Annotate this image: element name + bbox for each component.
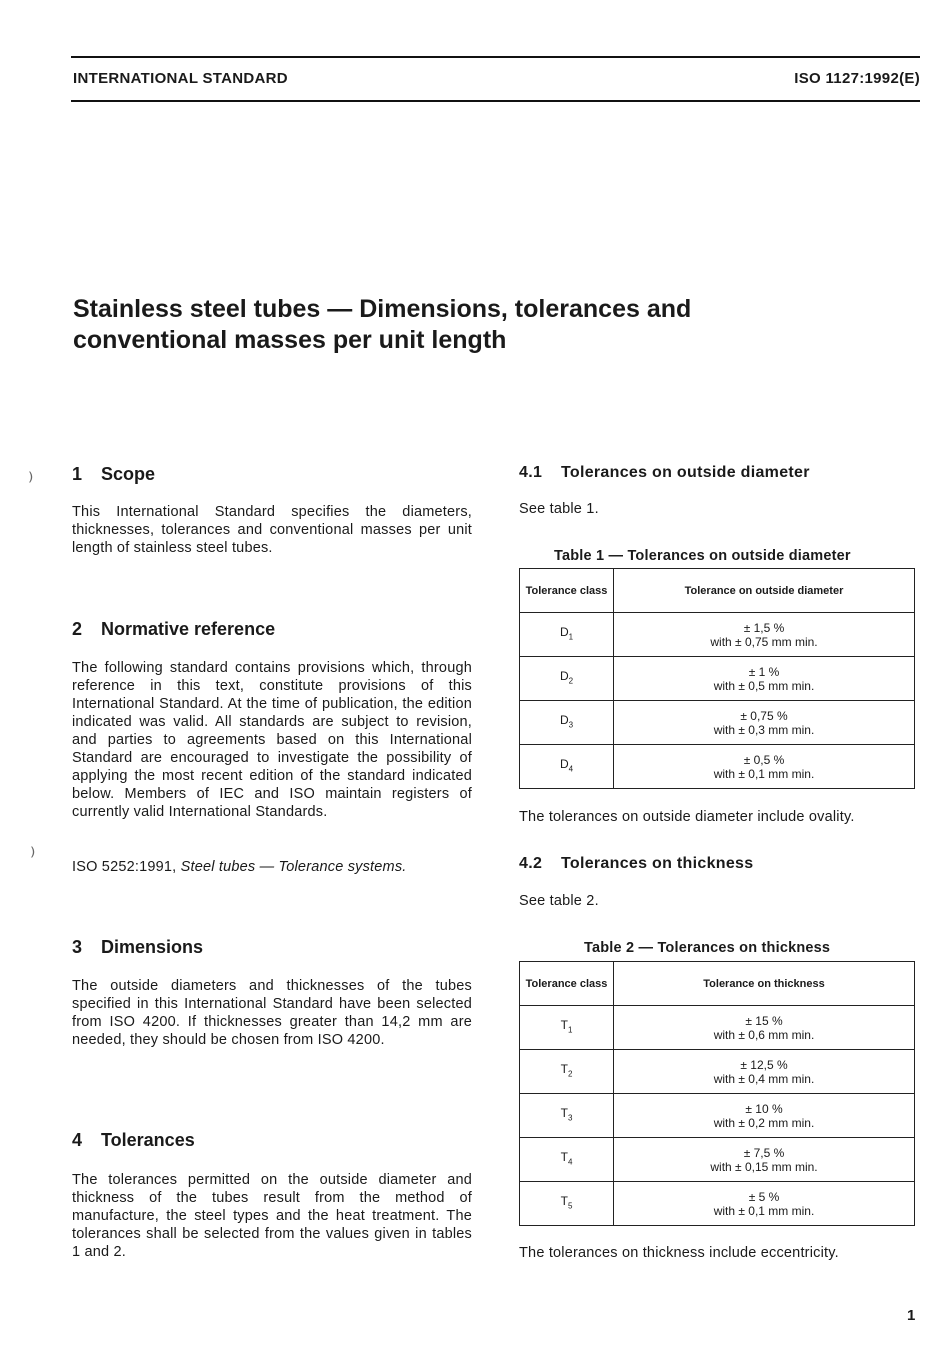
tolerance-value-cell: ± 1 % with ± 0,5 mm min. [614,657,915,701]
section-heading-normative-reference [72,619,275,640]
tolerance-class-cell: $T_4$ [520,1138,614,1182]
section-heading-tolerances [72,1130,195,1151]
tolerance-class-cell: $T_3$ [520,1094,614,1138]
tolerance-value-cell: ± 5 % with ± 0,1 mm min. [614,1182,915,1226]
subsection-title: Tolerances on outside diameter [561,464,810,481]
table-row [520,745,915,789]
section-heading-scope [72,464,155,485]
subsection-heading-thickness [519,855,753,873]
tolerance-class-cell: $D_4$ [520,745,614,789]
tolerance-class-cell: $T_5$ [520,1182,614,1226]
section-number: 4 [72,1130,83,1150]
tolerance-value-cell: ± 15 % with ± 0,6 mm min. [614,1006,915,1050]
tolerance-class-cell: $D_1$ [520,613,614,657]
normative-reference-paragraph: The following standard contains provisions which, through reference in this text, constitute provisions of this International Standard. At the time of publication, the edition indicated was valid. All standards are subject to revision, and parties to agreements based on this International Standard are encouraged to investigate the possibility of applying the most recent edition of the standard indicated below. Members of IEC and ISO maintain registers of currently valid International Standards. [72,660,472,820]
dimensions-paragraph: The outside diameters and thicknesses of the tubes specified in this International Standard have been selected from ISO 4200. If thicknesses greater than 14,2 mm are needed, they should be chosen from ISO 4200. [72,978,472,1048]
citation-title: Steel tubes — Tolerance systems. [180,859,407,875]
table-2-caption: Table 2 — Tolerances on thickness [584,940,831,956]
table-header-class: Tolerance class [520,962,614,1006]
margin-punch-mark: ⁾ [28,468,34,493]
table-1-caption: Table 1 — Tolerances on outside diameter [554,548,851,564]
see-table-1: See table 1. [519,501,599,517]
table-header-value: Tolerance on thickness [614,962,915,1006]
tolerance-value-cell: ± 7,5 % with ± 0,15 mm min. [614,1138,915,1182]
section-title: Tolerances [101,1130,195,1150]
tolerance-value-cell: ± 0,5 % with ± 0,1 mm min. [614,745,915,789]
section-number: 1 [72,464,83,484]
section-heading-dimensions [72,937,203,958]
table-row [520,613,915,657]
table-1-body [520,613,915,789]
subsection-title: Tolerances on thickness [561,855,754,872]
tolerance-class-cell: $D_2$ [520,657,614,701]
citation-code: ISO 5252:1991, [72,859,181,875]
tolerance-class-cell: $T_1$ [520,1006,614,1050]
tolerance-value-cell: ± 12,5 % with ± 0,4 mm min. [614,1050,915,1094]
tolerance-class-cell: $T_2$ [520,1050,614,1094]
table-header-class: Tolerance class [520,569,614,613]
subsection-heading-outside-diameter [519,464,810,482]
scope-paragraph: This International Standard specifies the diameters, thicknesses, tolerances and conventional masses per unit length of stainless steel tubes. [72,504,472,556]
section-title: Normative reference [101,619,276,639]
document-title: Stainless steel tubes — Dimensions, tolerances and conventional masses per unit length [73,295,692,354]
table-2-thickness [519,961,915,1226]
table-row [520,1138,915,1182]
page-number: 1 [907,1307,916,1324]
table-2-body [520,1006,915,1226]
tolerance-value-cell: ± 0,75 % with ± 0,3 mm min. [614,701,915,745]
see-table-2: See table 2. [519,893,599,909]
section-number: 3 [72,937,83,957]
table-row [520,1182,915,1226]
header-rule-bottom [71,100,920,102]
outside-diameter-note: The tolerances on outside diameter include ovality. [519,809,855,825]
tolerances-paragraph: The tolerances permitted on the outside diameter and thickness of the tubes result from the method of manufacture, the steel types and the heat treatment. The tolerances shall be selected from the values given in tables 1 and 2. [72,1172,472,1260]
header-document-code: ISO 1127:1992(E) [794,70,920,87]
tolerance-value-cell: ± 1,5 % with ± 0,75 mm min. [614,613,915,657]
table-row [520,657,915,701]
table-row [520,1094,915,1138]
section-number: 2 [72,619,83,639]
tolerance-class-cell: $D_3$ [520,701,614,745]
tolerance-value-cell: ± 10 % with ± 0,2 mm min. [614,1094,915,1138]
table-row [520,1006,915,1050]
header-standard-label: INTERNATIONAL STANDARD [73,70,288,87]
thickness-note: The tolerances on thickness include eccentricity. [519,1245,839,1261]
subsection-number: 4.2 [519,855,543,872]
table-1-outside-diameter [519,568,915,789]
subsection-number: 4.1 [519,464,543,481]
table-header-value: Tolerance on outside diameter [614,569,915,613]
section-title: Dimensions [101,937,204,957]
normative-reference-citation [72,858,472,876]
table-row [520,701,915,745]
header-rule-top [71,56,920,58]
section-title: Scope [101,464,156,484]
table-row [520,1050,915,1094]
margin-punch-mark: ⁾ [30,843,36,868]
